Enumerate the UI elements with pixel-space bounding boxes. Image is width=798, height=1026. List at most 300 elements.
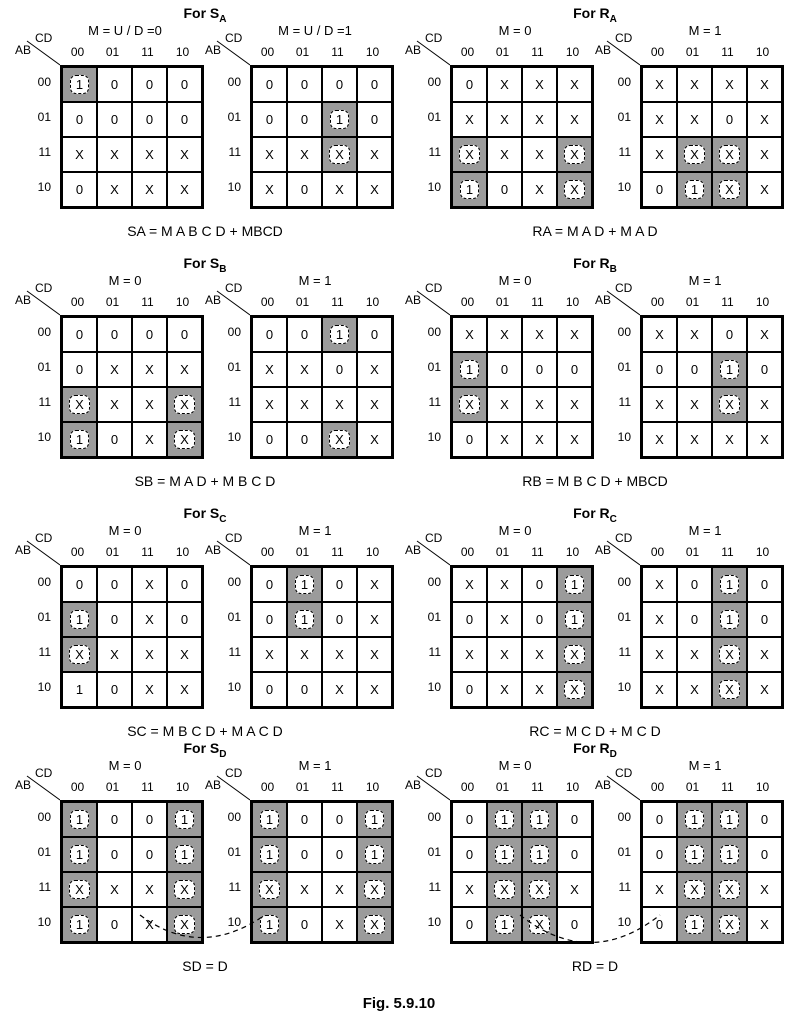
- row-header: 01: [617, 845, 631, 859]
- cell-value: X: [370, 647, 379, 662]
- kmap-cell: [712, 837, 747, 872]
- row-header: 01: [37, 360, 51, 374]
- cell-value: X: [329, 430, 350, 449]
- cell-value: X: [570, 327, 579, 342]
- cell-value: X: [690, 77, 699, 92]
- row-headers: [15, 315, 55, 455]
- column-header: 10: [175, 295, 190, 309]
- kmap-cell: [357, 837, 392, 872]
- cell-value: X: [535, 682, 544, 697]
- cell-value: 1: [685, 180, 704, 199]
- kmap-cell: [322, 422, 357, 457]
- cell-value: 0: [535, 612, 544, 627]
- cell-value: 0: [655, 847, 664, 862]
- kmap-cell: [642, 872, 677, 907]
- row-header: 11: [228, 880, 241, 894]
- cell-value: 0: [465, 812, 474, 827]
- kmap: [405, 273, 585, 473]
- cell-value: X: [459, 395, 480, 414]
- kmap-cell: [167, 422, 202, 457]
- cell-value: 1: [685, 845, 704, 864]
- row-headers: [595, 565, 635, 705]
- section-title-subscript: D: [609, 748, 617, 760]
- cell-value: 0: [760, 847, 769, 862]
- cell-value: 0: [75, 112, 84, 127]
- cell-value: 0: [145, 112, 154, 127]
- kmap-cell: [677, 137, 712, 172]
- row-headers: [205, 65, 245, 205]
- kmap-cell: [747, 137, 782, 172]
- row-headers: [205, 315, 245, 455]
- row-headers: [15, 800, 55, 940]
- section-title: For $R_C$: [573, 505, 617, 525]
- column-header: 00: [460, 295, 475, 309]
- kmap-cell: [357, 872, 392, 907]
- cell-value: X: [335, 182, 344, 197]
- row-header: 01: [427, 360, 441, 374]
- kmap-cell: [522, 102, 557, 137]
- kmap-cell: [252, 837, 287, 872]
- kmap-cell: [287, 67, 322, 102]
- mode-label: M = 0: [498, 523, 532, 538]
- row-header: 01: [427, 845, 441, 859]
- cell-value: X: [655, 112, 664, 127]
- cell-value: X: [180, 182, 189, 197]
- kmap-cell: [322, 352, 357, 387]
- kmap-cell: [287, 837, 322, 872]
- kmap-cell: [522, 672, 557, 707]
- kmap-cell: [642, 102, 677, 137]
- cell-value: 0: [180, 612, 189, 627]
- cell-value: X: [760, 882, 769, 897]
- kmap-cell: [522, 872, 557, 907]
- mode-label: M = 1: [688, 273, 722, 288]
- row-header: 00: [227, 75, 241, 89]
- column-headers: [250, 45, 390, 61]
- kmap-cell: [642, 802, 677, 837]
- cell-value: 0: [465, 432, 474, 447]
- column-header: 10: [565, 45, 580, 59]
- row-header: 10: [617, 680, 631, 694]
- row-header: 10: [427, 430, 441, 444]
- kmap-cell: [322, 802, 357, 837]
- row-header: 11: [428, 645, 441, 659]
- kmap-cell: [62, 672, 97, 707]
- boolean-expression: RB = M B C D + MBCD: [522, 473, 668, 489]
- cell-value: X: [370, 362, 379, 377]
- cell-value: 0: [655, 917, 664, 932]
- column-header: 11: [141, 545, 154, 559]
- cell-value: X: [719, 880, 740, 899]
- section-rd: [405, 740, 785, 975]
- mode-label: M = 1: [298, 758, 332, 773]
- kmap-corner: [595, 766, 640, 802]
- kmap-cell: [557, 352, 592, 387]
- kmap-cell: [62, 172, 97, 207]
- kmap-corner: [205, 766, 250, 802]
- kmap: [405, 23, 585, 223]
- cell-value: X: [174, 430, 195, 449]
- cell-value: X: [655, 147, 664, 162]
- row-headers: [595, 65, 635, 205]
- kmap-cell: [322, 872, 357, 907]
- column-header: 01: [685, 780, 700, 794]
- cell-value: X: [300, 362, 309, 377]
- cell-value: X: [564, 680, 585, 699]
- row-header: 00: [227, 575, 241, 589]
- kmap-cell: [287, 637, 322, 672]
- kmap-cell: [287, 137, 322, 172]
- column-header: 10: [365, 45, 380, 59]
- column-header: 10: [755, 545, 770, 559]
- cell-value: X: [535, 112, 544, 127]
- kmap-cell: [167, 872, 202, 907]
- kmap-grid: [640, 800, 784, 944]
- column-header: 11: [331, 545, 344, 559]
- cell-value: X: [535, 77, 544, 92]
- kmap: [405, 758, 585, 958]
- cell-value: X: [265, 397, 274, 412]
- kmap-cell: [712, 172, 747, 207]
- corner-cd: CD: [425, 766, 443, 780]
- cell-value: X: [760, 112, 769, 127]
- row-headers: [405, 65, 445, 205]
- cell-value: X: [145, 682, 154, 697]
- column-header: 01: [685, 295, 700, 309]
- kmap-corner: [15, 766, 60, 802]
- column-header: 10: [175, 545, 190, 559]
- cell-value: X: [465, 647, 474, 662]
- cell-value: 0: [300, 812, 309, 827]
- kmap-cell: [167, 67, 202, 102]
- kmap-cell: [132, 907, 167, 942]
- section-sa: [15, 5, 395, 240]
- row-header: 10: [227, 180, 241, 194]
- kmap-grid: [250, 565, 394, 709]
- cell-value: X: [570, 112, 579, 127]
- column-header: 00: [460, 45, 475, 59]
- column-header: 01: [105, 780, 120, 794]
- corner-cd: CD: [615, 531, 633, 545]
- cell-value: 1: [530, 810, 549, 829]
- cell-value: 0: [335, 362, 344, 377]
- row-header: 11: [38, 395, 51, 409]
- kmap-cell: [712, 872, 747, 907]
- row-header: 01: [427, 110, 441, 124]
- kmap-cell: [97, 102, 132, 137]
- kmap-cell: [252, 567, 287, 602]
- kmap-cell: [452, 102, 487, 137]
- cell-value: X: [465, 882, 474, 897]
- kmap-cell: [677, 317, 712, 352]
- kmap-cell: [642, 422, 677, 457]
- column-header: 11: [721, 780, 734, 794]
- kmap-corner: [205, 531, 250, 567]
- kmap-cell: [557, 837, 592, 872]
- cell-value: X: [684, 145, 705, 164]
- kmap: [15, 523, 195, 723]
- row-header: 10: [37, 915, 51, 929]
- cell-value: X: [145, 647, 154, 662]
- column-headers: [640, 545, 780, 561]
- kmap-cell: [167, 567, 202, 602]
- row-header: 11: [38, 645, 51, 659]
- column-header: 11: [721, 295, 734, 309]
- column-header: 00: [650, 780, 665, 794]
- cell-value: X: [655, 77, 664, 92]
- corner-ab: AB: [205, 543, 222, 557]
- cell-value: X: [655, 432, 664, 447]
- kmap-cell: [62, 102, 97, 137]
- cell-value: X: [760, 77, 769, 92]
- cell-value: 0: [145, 812, 154, 827]
- kmap-cell: [677, 67, 712, 102]
- cell-value: X: [145, 182, 154, 197]
- corner-ab: AB: [405, 543, 422, 557]
- section-title-subscript: A: [609, 13, 617, 25]
- kmap-cell: [487, 137, 522, 172]
- cell-value: 0: [265, 77, 274, 92]
- mode-label: M = 0: [108, 273, 142, 288]
- kmap-cell: [642, 567, 677, 602]
- cell-value: 0: [535, 577, 544, 592]
- cell-value: X: [760, 327, 769, 342]
- kmap-cell: [132, 422, 167, 457]
- row-header: 01: [617, 610, 631, 624]
- kmap-cell: [642, 837, 677, 872]
- kmap-cell: [132, 567, 167, 602]
- kmap-cell: [132, 172, 167, 207]
- kmap-cell: [747, 872, 782, 907]
- kmap-cell: [97, 837, 132, 872]
- cell-value: X: [535, 647, 544, 662]
- cell-value: X: [180, 147, 189, 162]
- cell-value: 0: [760, 812, 769, 827]
- kmap-cell: [452, 837, 487, 872]
- mode-label: M = 0: [498, 23, 532, 38]
- kmap-cell: [62, 422, 97, 457]
- kmap-cell: [522, 637, 557, 672]
- cell-value: 0: [465, 612, 474, 627]
- column-header: 10: [365, 295, 380, 309]
- kmap-cell: [642, 387, 677, 422]
- kmap-cell: [712, 317, 747, 352]
- kmap-cell: [132, 872, 167, 907]
- kmap-cell: [522, 602, 557, 637]
- kmap-cell: [252, 137, 287, 172]
- cell-value: X: [335, 682, 344, 697]
- column-header: 10: [565, 780, 580, 794]
- cell-value: 0: [265, 577, 274, 592]
- cell-value: X: [145, 397, 154, 412]
- kmap-cell: [132, 352, 167, 387]
- section-title: For $S_B$: [183, 255, 227, 275]
- kmap: [595, 273, 775, 473]
- cell-value: X: [145, 147, 154, 162]
- row-headers: [595, 315, 635, 455]
- cell-value: X: [335, 647, 344, 662]
- column-header: 11: [331, 295, 344, 309]
- kmap-cell: [97, 387, 132, 422]
- kmap-cell: [322, 172, 357, 207]
- cell-value: 1: [70, 845, 89, 864]
- cell-value: X: [180, 682, 189, 697]
- kmap-cell: [167, 137, 202, 172]
- column-header: 10: [565, 295, 580, 309]
- row-header: 10: [427, 180, 441, 194]
- kmap-cell: [677, 352, 712, 387]
- boolean-expression: RC = M C D + M C D: [529, 723, 661, 739]
- figure-caption: Fig. 5.9.10: [362, 995, 436, 1012]
- kmap-cell: [487, 802, 522, 837]
- cell-value: X: [300, 882, 309, 897]
- cell-value: 0: [570, 812, 579, 827]
- kmap-cell: [522, 837, 557, 872]
- kmap-cell: [97, 137, 132, 172]
- cell-value: X: [500, 682, 509, 697]
- kmap-cell: [97, 172, 132, 207]
- kmap-cell: [287, 802, 322, 837]
- cell-value: X: [529, 915, 550, 934]
- column-header: 01: [105, 45, 120, 59]
- kmap-cell: [287, 352, 322, 387]
- corner-ab: AB: [405, 293, 422, 307]
- column-headers: [640, 295, 780, 311]
- kmap-cell: [487, 837, 522, 872]
- kmap-cell: [712, 672, 747, 707]
- cell-value: 0: [180, 577, 189, 592]
- column-header: 01: [495, 545, 510, 559]
- kmap-cell: [557, 137, 592, 172]
- cell-value: X: [655, 647, 664, 662]
- kmap-cell: [252, 672, 287, 707]
- section-title-subscript: A: [219, 13, 227, 25]
- kmap-cell: [642, 317, 677, 352]
- kmap-cell: [322, 837, 357, 872]
- cell-value: X: [465, 577, 474, 592]
- kmap: [205, 758, 385, 958]
- row-header: 01: [37, 610, 51, 624]
- column-header: 00: [460, 780, 475, 794]
- section-title: For $R_A$: [573, 5, 617, 25]
- cell-value: X: [265, 147, 274, 162]
- row-header: 11: [228, 645, 241, 659]
- cell-value: X: [570, 397, 579, 412]
- kmap-cell: [677, 837, 712, 872]
- column-header: 01: [295, 545, 310, 559]
- kmap-cell: [452, 907, 487, 942]
- kmap-grid: [250, 315, 394, 459]
- kmap-cell: [642, 137, 677, 172]
- kmap-cell: [452, 802, 487, 837]
- cell-value: 0: [725, 327, 734, 342]
- cell-value: 0: [75, 182, 84, 197]
- kmap-cell: [287, 387, 322, 422]
- kmap-cell: [557, 567, 592, 602]
- row-header: 01: [227, 110, 241, 124]
- column-headers: [60, 780, 200, 796]
- column-header: 01: [295, 780, 310, 794]
- kmap-cell: [557, 172, 592, 207]
- kmap: [595, 758, 775, 958]
- kmap-cell: [557, 102, 592, 137]
- cell-value: X: [494, 880, 515, 899]
- kmap-cell: [522, 137, 557, 172]
- row-header: 10: [617, 915, 631, 929]
- cell-value: 1: [565, 575, 584, 594]
- cell-value: X: [719, 145, 740, 164]
- corner-cd: CD: [225, 31, 243, 45]
- kmap-cell: [487, 422, 522, 457]
- cell-value: 0: [265, 682, 274, 697]
- cell-value: 1: [685, 915, 704, 934]
- kmap-cell: [132, 602, 167, 637]
- cell-value: 0: [300, 682, 309, 697]
- kmap: [205, 523, 385, 723]
- column-header: 11: [721, 545, 734, 559]
- cell-value: X: [535, 147, 544, 162]
- cell-value: X: [465, 327, 474, 342]
- mode-label: M = U / D =0: [88, 23, 162, 38]
- kmap-corner: [205, 281, 250, 317]
- column-headers: [60, 545, 200, 561]
- cell-value: 0: [655, 812, 664, 827]
- row-header: 10: [227, 915, 241, 929]
- section-sb: [15, 255, 395, 490]
- column-header: 00: [70, 295, 85, 309]
- kmap-cell: [487, 387, 522, 422]
- kmap-cell: [287, 602, 322, 637]
- kmap-cell: [642, 172, 677, 207]
- kmap-cell: [167, 802, 202, 837]
- section-title: For $R_D$: [573, 740, 617, 760]
- row-header: 00: [427, 575, 441, 589]
- kmap-cell: [487, 67, 522, 102]
- corner-cd: CD: [35, 531, 53, 545]
- cell-value: 0: [465, 682, 474, 697]
- kmap-cell: [522, 317, 557, 352]
- kmap-grid: [640, 315, 784, 459]
- cell-value: X: [465, 112, 474, 127]
- kmap-cell: [322, 637, 357, 672]
- column-header: 00: [650, 295, 665, 309]
- mode-label: M = 0: [108, 523, 142, 538]
- cell-value: 0: [110, 917, 119, 932]
- row-header: 00: [617, 75, 631, 89]
- kmap-cell: [252, 872, 287, 907]
- kmap-cell: [557, 672, 592, 707]
- cell-value: X: [655, 612, 664, 627]
- cell-value: X: [500, 432, 509, 447]
- kmap-cell: [62, 602, 97, 637]
- section-rb: [405, 255, 785, 490]
- cell-value: X: [760, 182, 769, 197]
- row-header: 10: [37, 680, 51, 694]
- kmap-cell: [557, 907, 592, 942]
- row-header: 11: [428, 145, 441, 159]
- column-header: 10: [565, 545, 580, 559]
- kmap-cell: [322, 137, 357, 172]
- cell-value: 1: [175, 810, 194, 829]
- cell-value: 1: [495, 810, 514, 829]
- kmap-corner: [15, 281, 60, 317]
- kmap-corner: [595, 31, 640, 67]
- kmap-corner: [405, 531, 450, 567]
- kmap-cell: [522, 567, 557, 602]
- cell-value: 0: [300, 112, 309, 127]
- kmap-cell: [132, 102, 167, 137]
- column-header: 00: [650, 545, 665, 559]
